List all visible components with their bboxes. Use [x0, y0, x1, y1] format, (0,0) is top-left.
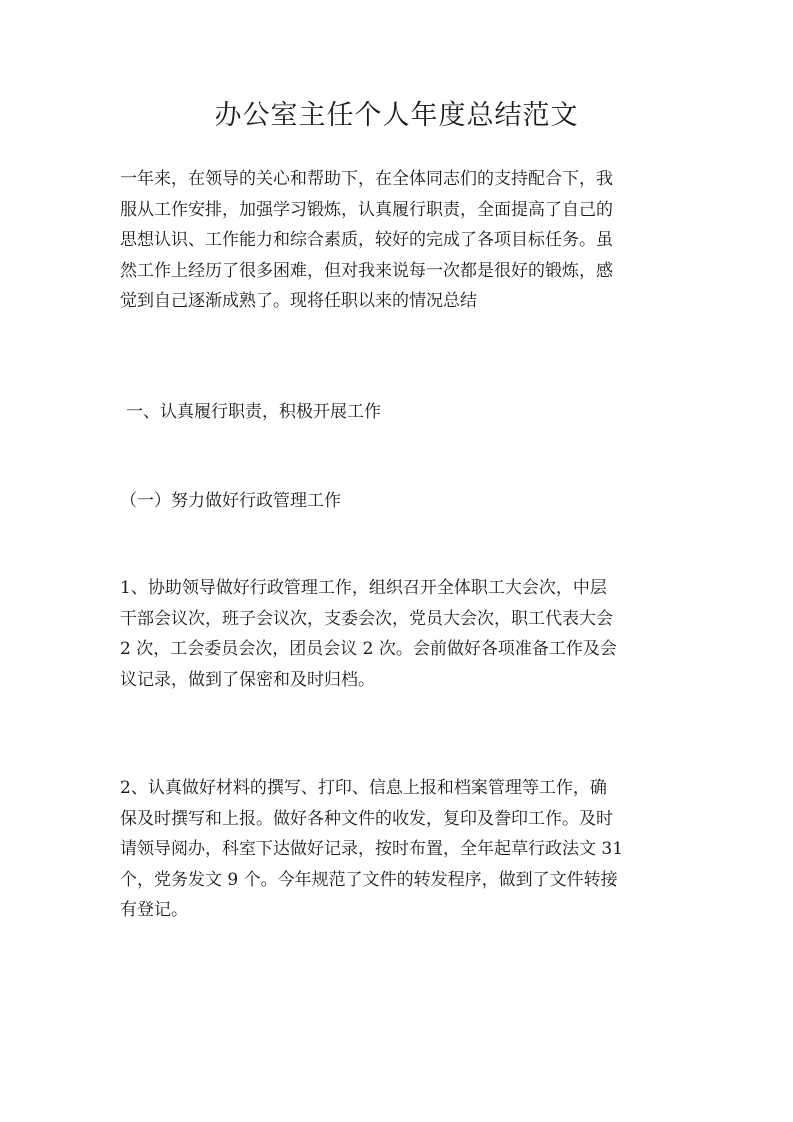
- item1-line: 1、协助领导做好行政管理工作，组织召开全体职工大会次，中层: [120, 578, 607, 598]
- document-title: 办公室主任个人年度总结范文: [214, 100, 579, 131]
- intro-line: 然工作上经历了很多困难，但对我来说每一次都是很好的锻炼，感: [120, 260, 613, 281]
- item2-paragraph: [120, 773, 676, 926]
- item2-line: 2、认真做好材料的撰写、打印、信息上报和档案管理等工作，确: [120, 778, 607, 798]
- intro-paragraph: [120, 164, 676, 317]
- intro-line: 一年来，在领导的关心和帮助下，在全体同志们的支持配合下，我: [120, 169, 613, 189]
- item2-line: 有登记。: [120, 900, 188, 920]
- subsection-heading: （一）努力做好行政管理工作: [120, 491, 341, 511]
- intro-line: 觉到自己逐渐成熟了。现将任职以来的情况总结: [120, 291, 477, 311]
- item1-line: 干部会议次，班子会议次，支委会次，党员大会次，职工代表大会: [120, 608, 613, 629]
- item2-line: 个，党务发文 9 个。今年规范了文件的转发程序，做到了文件转接: [120, 869, 618, 890]
- item1-line: 议记录，做到了保密和及时归档。: [120, 669, 375, 690]
- item1-paragraph: [120, 573, 676, 695]
- item2-line: 保及时撰写和上报。做好各种文件的收发，复印及誊印工作。及时: [120, 808, 613, 829]
- intro-line: 思想认识、工作能力和综合素质，较好的完成了各项目标任务。虽: [120, 230, 613, 250]
- item2-line: 请领导阅办，科室下达做好记录，按时布置，全年起草行政法文 31: [120, 839, 624, 859]
- intro-line: 服从工作安排，加强学习锻炼，认真履行职责，全面提高了自己的: [120, 199, 613, 220]
- item1-line: 2 次，工会委员会次，团员会议 2 次。会前做好各项准备工作及会: [120, 639, 617, 659]
- section-heading: 一、认真履行职责，积极开展工作: [126, 402, 381, 422]
